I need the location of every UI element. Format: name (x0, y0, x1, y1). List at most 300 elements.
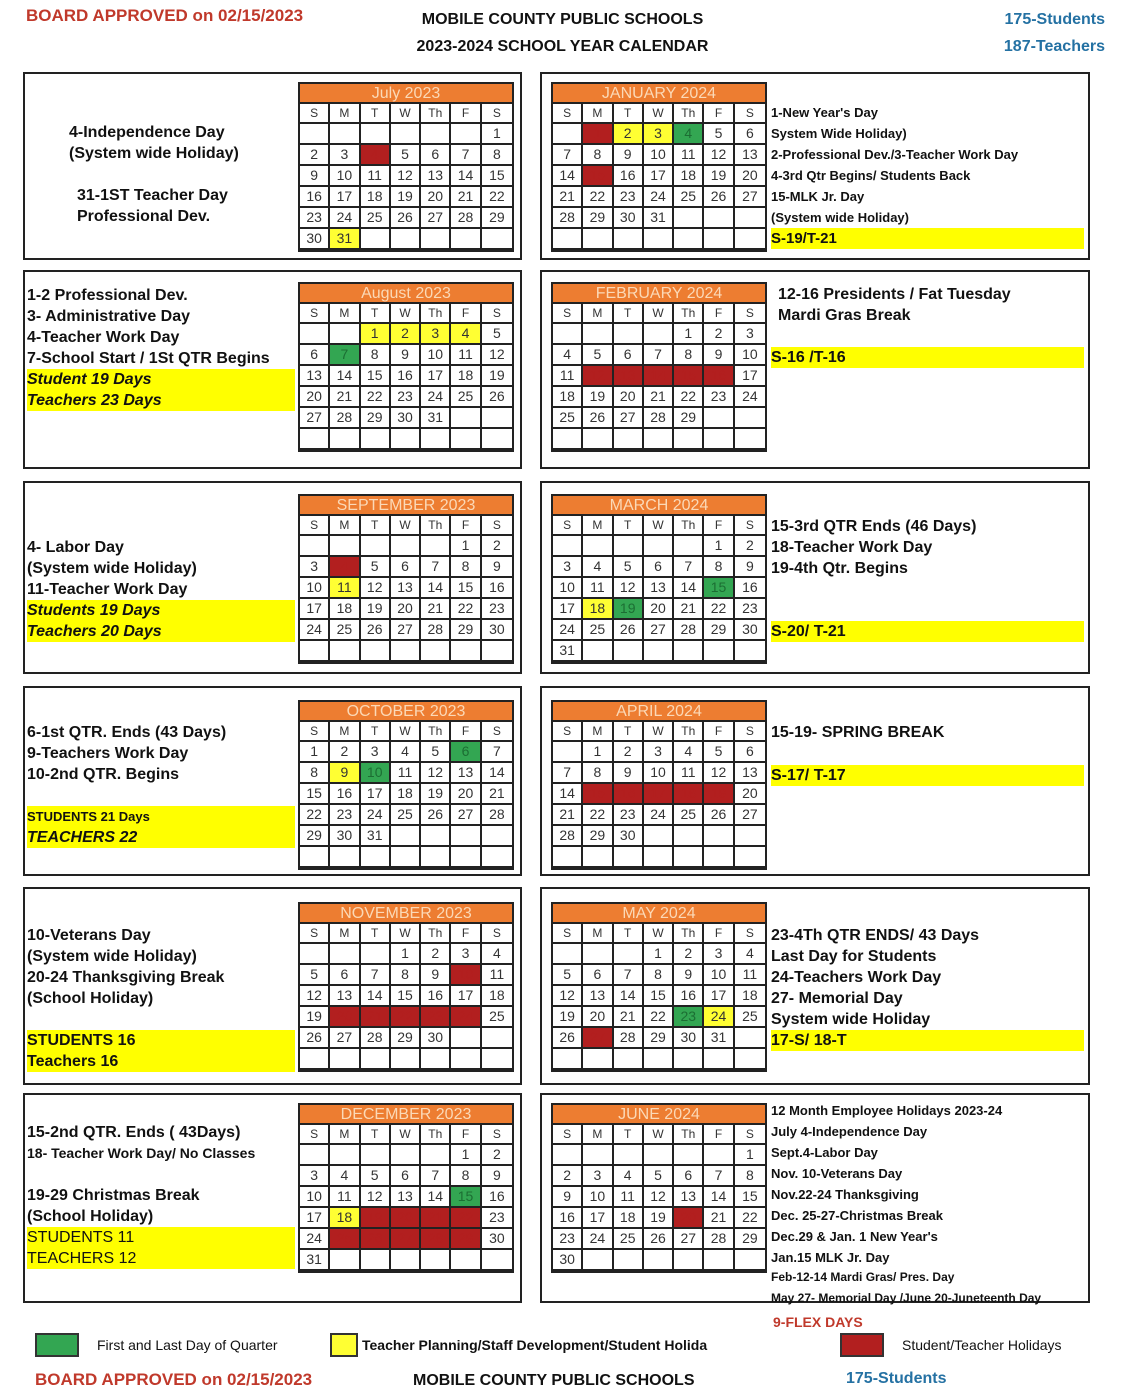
empty-cell (614, 324, 644, 345)
empty-cell (482, 1250, 512, 1271)
empty-cell (674, 536, 704, 557)
weekday-header: T (361, 924, 391, 944)
empty-cell (361, 1250, 391, 1271)
day-cell: 8 (583, 145, 613, 166)
day-cell: 2 (391, 324, 421, 345)
day-cell: 27 (391, 620, 421, 641)
teacher-days-note: Teachers 16 (27, 1051, 295, 1072)
day-cell: 6 (735, 124, 765, 145)
note: (System wide Holiday) (27, 948, 197, 965)
day-cell: 9 (421, 965, 451, 986)
day-cell: 17 (300, 1208, 330, 1229)
weekday-header: S (735, 104, 765, 124)
day-cell: 18 (330, 1208, 360, 1229)
weekday-header: M (583, 104, 613, 124)
day-cell: 24 (421, 387, 451, 408)
day-cell: 17 (330, 187, 360, 208)
weekday-header: Th (674, 1125, 704, 1145)
legend-quarter (35, 1333, 278, 1357)
day-grid (300, 924, 512, 1070)
day-cell: 21 (482, 784, 512, 805)
empty-cell (583, 229, 613, 250)
day-cell: 5 (704, 124, 734, 145)
empty-cell (330, 429, 360, 450)
note: 23-4Th QTR ENDS/ 43 Days (771, 927, 980, 944)
day-cell: 21 (644, 387, 674, 408)
note: 4-Teacher Work Day (27, 329, 180, 346)
day-cell: 18 (735, 986, 765, 1007)
day-count-note: S-20/ T-21 (771, 621, 1084, 642)
weekday-header: F (704, 722, 734, 742)
weekday-header: S (300, 1125, 330, 1145)
day-cell: 13 (644, 578, 674, 599)
empty-cell (614, 944, 644, 965)
empty-cell (735, 229, 765, 250)
day-cell: 4 (583, 557, 613, 578)
empty-cell (361, 1145, 391, 1166)
note: 6-1st QTR. Ends (43 Days) (27, 724, 227, 741)
month-title: APRIL 2024 (553, 702, 765, 722)
board-approved-footer: BOARD APPROVED on 02/15/2023 (35, 1370, 313, 1389)
day-cell: 10 (300, 1187, 330, 1208)
empty-cell (421, 429, 451, 450)
day-cell: 10 (704, 965, 734, 986)
note (27, 1164, 295, 1185)
day-cell: 28 (330, 408, 360, 429)
day-cell: 20 (391, 1208, 421, 1229)
weekday-header: S (553, 104, 583, 124)
empty-cell (300, 847, 330, 868)
day-cell: 26 (361, 620, 391, 641)
calendar-title: 2023-2024 SCHOOL YEAR CALENDAR (416, 38, 709, 55)
day-cell: 22 (482, 187, 512, 208)
day-cell: 8 (451, 557, 481, 578)
weekday-header: F (451, 722, 481, 742)
empty-cell (614, 429, 644, 450)
day-cell: 6 (614, 345, 644, 366)
empty-cell (614, 847, 644, 868)
day-cell: 31 (704, 1028, 734, 1049)
day-cell: 4 (451, 324, 481, 345)
day-cell: 26 (704, 805, 734, 826)
day-cell: 14 (330, 366, 360, 387)
month-title: JANUARY 2024 (553, 84, 765, 104)
day-cell: 14 (482, 763, 512, 784)
day-cell: 13 (391, 578, 421, 599)
day-cell: 27 (644, 620, 674, 641)
empty-cell (583, 324, 613, 345)
day-cell: 27 (300, 408, 330, 429)
day-cell: 17 (644, 166, 674, 187)
panel-january-2024 (540, 72, 1090, 260)
day-cell: 17 (553, 599, 583, 620)
day-grid (300, 1125, 512, 1271)
empty-cell (421, 1250, 451, 1271)
day-cell: 31 (330, 229, 360, 250)
note: 18-Teacher Work Day (771, 539, 933, 556)
empty-cell (583, 1049, 613, 1070)
day-cell: 7 (644, 345, 674, 366)
day-cell: 9 (614, 763, 644, 784)
weekday-header: M (583, 924, 613, 944)
empty-cell (674, 1145, 704, 1166)
day-cell: 29 (300, 826, 330, 847)
day-cell: 11 (674, 763, 704, 784)
day-cell: 10 (451, 965, 481, 986)
day-cell: 3 (735, 324, 765, 345)
day-cell: 14 (421, 578, 451, 599)
note: 4- Labor Day (27, 539, 124, 556)
day-cell: 4 (614, 1166, 644, 1187)
note: Jan.15 MLK Jr. Day (771, 1250, 890, 1265)
teacher-days-note: Teachers 20 Days (27, 621, 295, 642)
calendar-march-2024 (551, 494, 767, 664)
empty-cell (735, 208, 765, 229)
empty-cell (614, 1250, 644, 1271)
day-cell: 2 (553, 1166, 583, 1187)
weekday-header: T (361, 722, 391, 742)
day-cell: 7 (482, 742, 512, 763)
weekday-header: S (735, 924, 765, 944)
day-cell: 27 (330, 1028, 360, 1049)
empty-cell (583, 944, 613, 965)
day-cell: 11 (583, 578, 613, 599)
weekday-header: S (300, 104, 330, 124)
empty-cell (735, 1250, 765, 1271)
teacher-days-note: TEACHERS 12 (27, 1248, 295, 1269)
day-cell: 30 (735, 620, 765, 641)
note: 18- Teacher Work Day/ No Classes (27, 1145, 256, 1161)
day-cell: 13 (451, 763, 481, 784)
legend-label: First and Last Day of Quarter (97, 1337, 278, 1353)
day-cell: 17 (421, 366, 451, 387)
empty-cell (644, 1250, 674, 1271)
empty-cell (330, 1250, 360, 1271)
empty-cell (614, 1145, 644, 1166)
day-cell: 29 (674, 408, 704, 429)
weekday-header: T (361, 1125, 391, 1145)
panel-april-2024 (540, 686, 1090, 876)
day-cell: 4 (361, 145, 391, 166)
day-cell: 11 (391, 763, 421, 784)
empty-cell (553, 536, 583, 557)
august-notes (27, 285, 295, 411)
empty-cell (674, 826, 704, 847)
empty-cell (583, 641, 613, 662)
day-cell: 23 (704, 387, 734, 408)
day-cell: 5 (614, 557, 644, 578)
weekday-header: Th (421, 722, 451, 742)
day-cell: 18 (674, 784, 704, 805)
panel-may-2024 (540, 887, 1090, 1085)
day-cell: 29 (704, 620, 734, 641)
empty-cell (704, 429, 734, 450)
day-cell: 23 (674, 1007, 704, 1028)
day-cell: 11 (553, 366, 583, 387)
month-title: DECEMBER 2023 (300, 1105, 512, 1125)
note: 1-2 Professional Dev. (27, 287, 188, 304)
day-cell: 1 (300, 742, 330, 763)
student-days-note: STUDENTS 16 (27, 1030, 295, 1051)
empty-cell (644, 847, 674, 868)
empty-cell (391, 229, 421, 250)
empty-cell (421, 826, 451, 847)
day-cell: 4 (330, 1166, 360, 1187)
weekday-header: F (451, 924, 481, 944)
empty-cell (330, 847, 360, 868)
day-cell: 12 (391, 166, 421, 187)
day-cell: 8 (674, 345, 704, 366)
legend-holidays (840, 1333, 1062, 1357)
day-grid (553, 304, 765, 450)
day-cell: 9 (330, 763, 360, 784)
day-cell: 14 (421, 1187, 451, 1208)
december-notes (27, 1122, 295, 1269)
day-cell: 27 (735, 187, 765, 208)
day-cell: 26 (391, 208, 421, 229)
day-cell: 21 (330, 387, 360, 408)
empty-cell (361, 124, 391, 145)
day-cell: 24 (330, 208, 360, 229)
day-cell: 2 (614, 124, 644, 145)
day-cell: 18 (330, 599, 360, 620)
empty-cell (704, 208, 734, 229)
day-cell: 26 (300, 1028, 330, 1049)
day-cell: 2 (482, 536, 512, 557)
empty-cell (300, 944, 330, 965)
day-cell: 3 (583, 1166, 613, 1187)
day-cell: 25 (735, 1007, 765, 1028)
day-cell: 9 (735, 557, 765, 578)
empty-cell (553, 1145, 583, 1166)
empty-cell (704, 229, 734, 250)
day-cell: 18 (451, 366, 481, 387)
note: 19-4th Qtr. Begins (771, 560, 908, 577)
day-cell: 28 (614, 1028, 644, 1049)
day-cell: 25 (451, 387, 481, 408)
note: 2-Professional Dev./3-Teacher Work Day (771, 147, 1019, 162)
note: Nov. 10-Veterans Day (771, 1166, 903, 1181)
day-cell: 23 (421, 1007, 451, 1028)
month-title: FEBRUARY 2024 (553, 284, 765, 304)
weekday-header: Th (674, 516, 704, 536)
day-cell: 5 (361, 1166, 391, 1187)
day-cell: 20 (735, 784, 765, 805)
day-cell: 14 (674, 578, 704, 599)
day-cell: 28 (704, 1229, 734, 1250)
empty-cell (614, 1049, 644, 1070)
empty-cell (361, 1049, 391, 1070)
note: 20-24 Thanksgiving Break (27, 969, 225, 986)
empty-cell (421, 536, 451, 557)
empty-cell (553, 742, 583, 763)
day-cell: 5 (482, 324, 512, 345)
weekday-header: T (614, 1125, 644, 1145)
day-cell: 16 (614, 166, 644, 187)
legend-planning (330, 1333, 707, 1357)
weekday-header: S (735, 1125, 765, 1145)
day-cell: 31 (300, 1250, 330, 1271)
empty-cell (300, 1049, 330, 1070)
student-days: 175-Students (1004, 11, 1105, 28)
day-cell: 7 (330, 345, 360, 366)
day-cell: 28 (553, 826, 583, 847)
day-cell: 5 (421, 742, 451, 763)
empty-cell (451, 826, 481, 847)
weekday-header: S (553, 722, 583, 742)
day-cell: 8 (735, 1166, 765, 1187)
day-cell: 17 (300, 599, 330, 620)
weekday-header: F (704, 1125, 734, 1145)
day-cell: 11 (735, 965, 765, 986)
day-cell: 25 (583, 620, 613, 641)
day-cell: 3 (451, 944, 481, 965)
empty-cell (482, 1028, 512, 1049)
red-swatch-icon (840, 1333, 884, 1357)
day-cell: 20 (735, 166, 765, 187)
day-cell: 30 (421, 1028, 451, 1049)
day-cell: 29 (361, 408, 391, 429)
day-grid (300, 516, 512, 662)
march-count (771, 621, 1084, 642)
day-cell: 16 (300, 187, 330, 208)
panel-june-2024 (540, 1093, 1090, 1303)
weekday-header: M (583, 304, 613, 324)
day-cell: 18 (391, 784, 421, 805)
calendar-november-2023 (298, 902, 514, 1072)
day-cell: 15 (583, 784, 613, 805)
day-cell: 25 (614, 1229, 644, 1250)
day-cell: 23 (735, 599, 765, 620)
note: Nov.22-24 Thanksgiving (771, 1187, 919, 1202)
month-title: MARCH 2024 (553, 496, 765, 516)
weekday-header: T (614, 516, 644, 536)
day-cell: 23 (482, 599, 512, 620)
empty-cell (704, 1145, 734, 1166)
empty-cell (451, 429, 481, 450)
weekday-header: Th (674, 722, 704, 742)
day-cell: 12 (361, 1187, 391, 1208)
day-cell: 23 (482, 1208, 512, 1229)
day-cell: 30 (482, 620, 512, 641)
day-cell: 30 (614, 208, 644, 229)
weekday-header: Th (421, 304, 451, 324)
note: 10-Veterans Day (27, 927, 151, 944)
day-cell: 23 (614, 187, 644, 208)
day-cell: 22 (361, 387, 391, 408)
day-cell: 29 (735, 1229, 765, 1250)
day-cell: 19 (361, 1208, 391, 1229)
month-title: MAY 2024 (553, 904, 765, 924)
day-cell: 14 (451, 166, 481, 187)
weekday-header: Th (421, 924, 451, 944)
day-grid (553, 516, 765, 662)
day-cell: 25 (361, 208, 391, 229)
day-cell: 17 (361, 784, 391, 805)
day-cell: 23 (553, 1229, 583, 1250)
march-notes (771, 516, 976, 579)
empty-cell (553, 847, 583, 868)
weekday-header: S (735, 722, 765, 742)
day-cell: 20 (330, 1007, 360, 1028)
note: (School Holiday) (27, 1208, 154, 1225)
day-cell: 16 (704, 366, 734, 387)
day-cell: 12 (644, 1187, 674, 1208)
day-cell: 3 (300, 1166, 330, 1187)
weekday-header: S (300, 516, 330, 536)
empty-cell (330, 641, 360, 662)
day-cell: 25 (482, 1007, 512, 1028)
day-cell: 17 (583, 1208, 613, 1229)
day-cell: 22 (300, 805, 330, 826)
empty-cell (704, 826, 734, 847)
empty-cell (674, 1049, 704, 1070)
day-cell: 2 (674, 944, 704, 965)
weekday-header: S (735, 304, 765, 324)
empty-cell (644, 826, 674, 847)
panel-september-2023 (23, 481, 522, 674)
day-cell: 19 (300, 1007, 330, 1028)
day-cell: 3 (330, 145, 360, 166)
day-cell: 27 (674, 1229, 704, 1250)
empty-cell (451, 1250, 481, 1271)
day-cell: 21 (674, 599, 704, 620)
empty-cell (614, 536, 644, 557)
day-cell: 30 (391, 408, 421, 429)
empty-cell (361, 847, 391, 868)
weekday-header: F (451, 516, 481, 536)
day-cell: 10 (583, 1187, 613, 1208)
empty-cell (735, 408, 765, 429)
day-cell: 22 (583, 805, 613, 826)
empty-cell (451, 641, 481, 662)
day-cell: 9 (482, 557, 512, 578)
day-cell: 28 (421, 1229, 451, 1250)
day-cell: 8 (704, 557, 734, 578)
weekday-header: T (361, 104, 391, 124)
note: Feb-12-14 Mardi Gras/ Pres. Day (771, 1270, 955, 1284)
note: (System wide Holiday) (27, 560, 197, 577)
day-cell: 3 (644, 742, 674, 763)
weekday-header: M (583, 722, 613, 742)
day-cell: 5 (391, 145, 421, 166)
day-cell: 17 (644, 784, 674, 805)
day-cell: 1 (735, 1145, 765, 1166)
weekday-header: S (482, 722, 512, 742)
empty-cell (330, 124, 360, 145)
may-notes (771, 925, 1084, 1051)
day-cell: 16 (674, 986, 704, 1007)
empty-cell (735, 1049, 765, 1070)
day-cell: 9 (674, 965, 704, 986)
day-cell: 19 (421, 784, 451, 805)
day-cell: 11 (330, 578, 360, 599)
day-cell: 7 (421, 1166, 451, 1187)
empty-cell (330, 324, 360, 345)
day-cell: 4 (482, 944, 512, 965)
weekday-header: M (330, 722, 360, 742)
note: May 27- Memorial Day /June 20-Juneteenth Day (771, 1291, 1042, 1305)
empty-cell (421, 641, 451, 662)
empty-cell (482, 429, 512, 450)
weekday-header: Th (421, 1125, 451, 1145)
day-cell: 23 (330, 805, 360, 826)
day-cell: 9 (614, 145, 644, 166)
day-cell: 10 (300, 578, 330, 599)
note: 11-Teacher Work Day (27, 581, 188, 598)
day-cell: 26 (553, 1028, 583, 1049)
day-cell: 7 (361, 965, 391, 986)
